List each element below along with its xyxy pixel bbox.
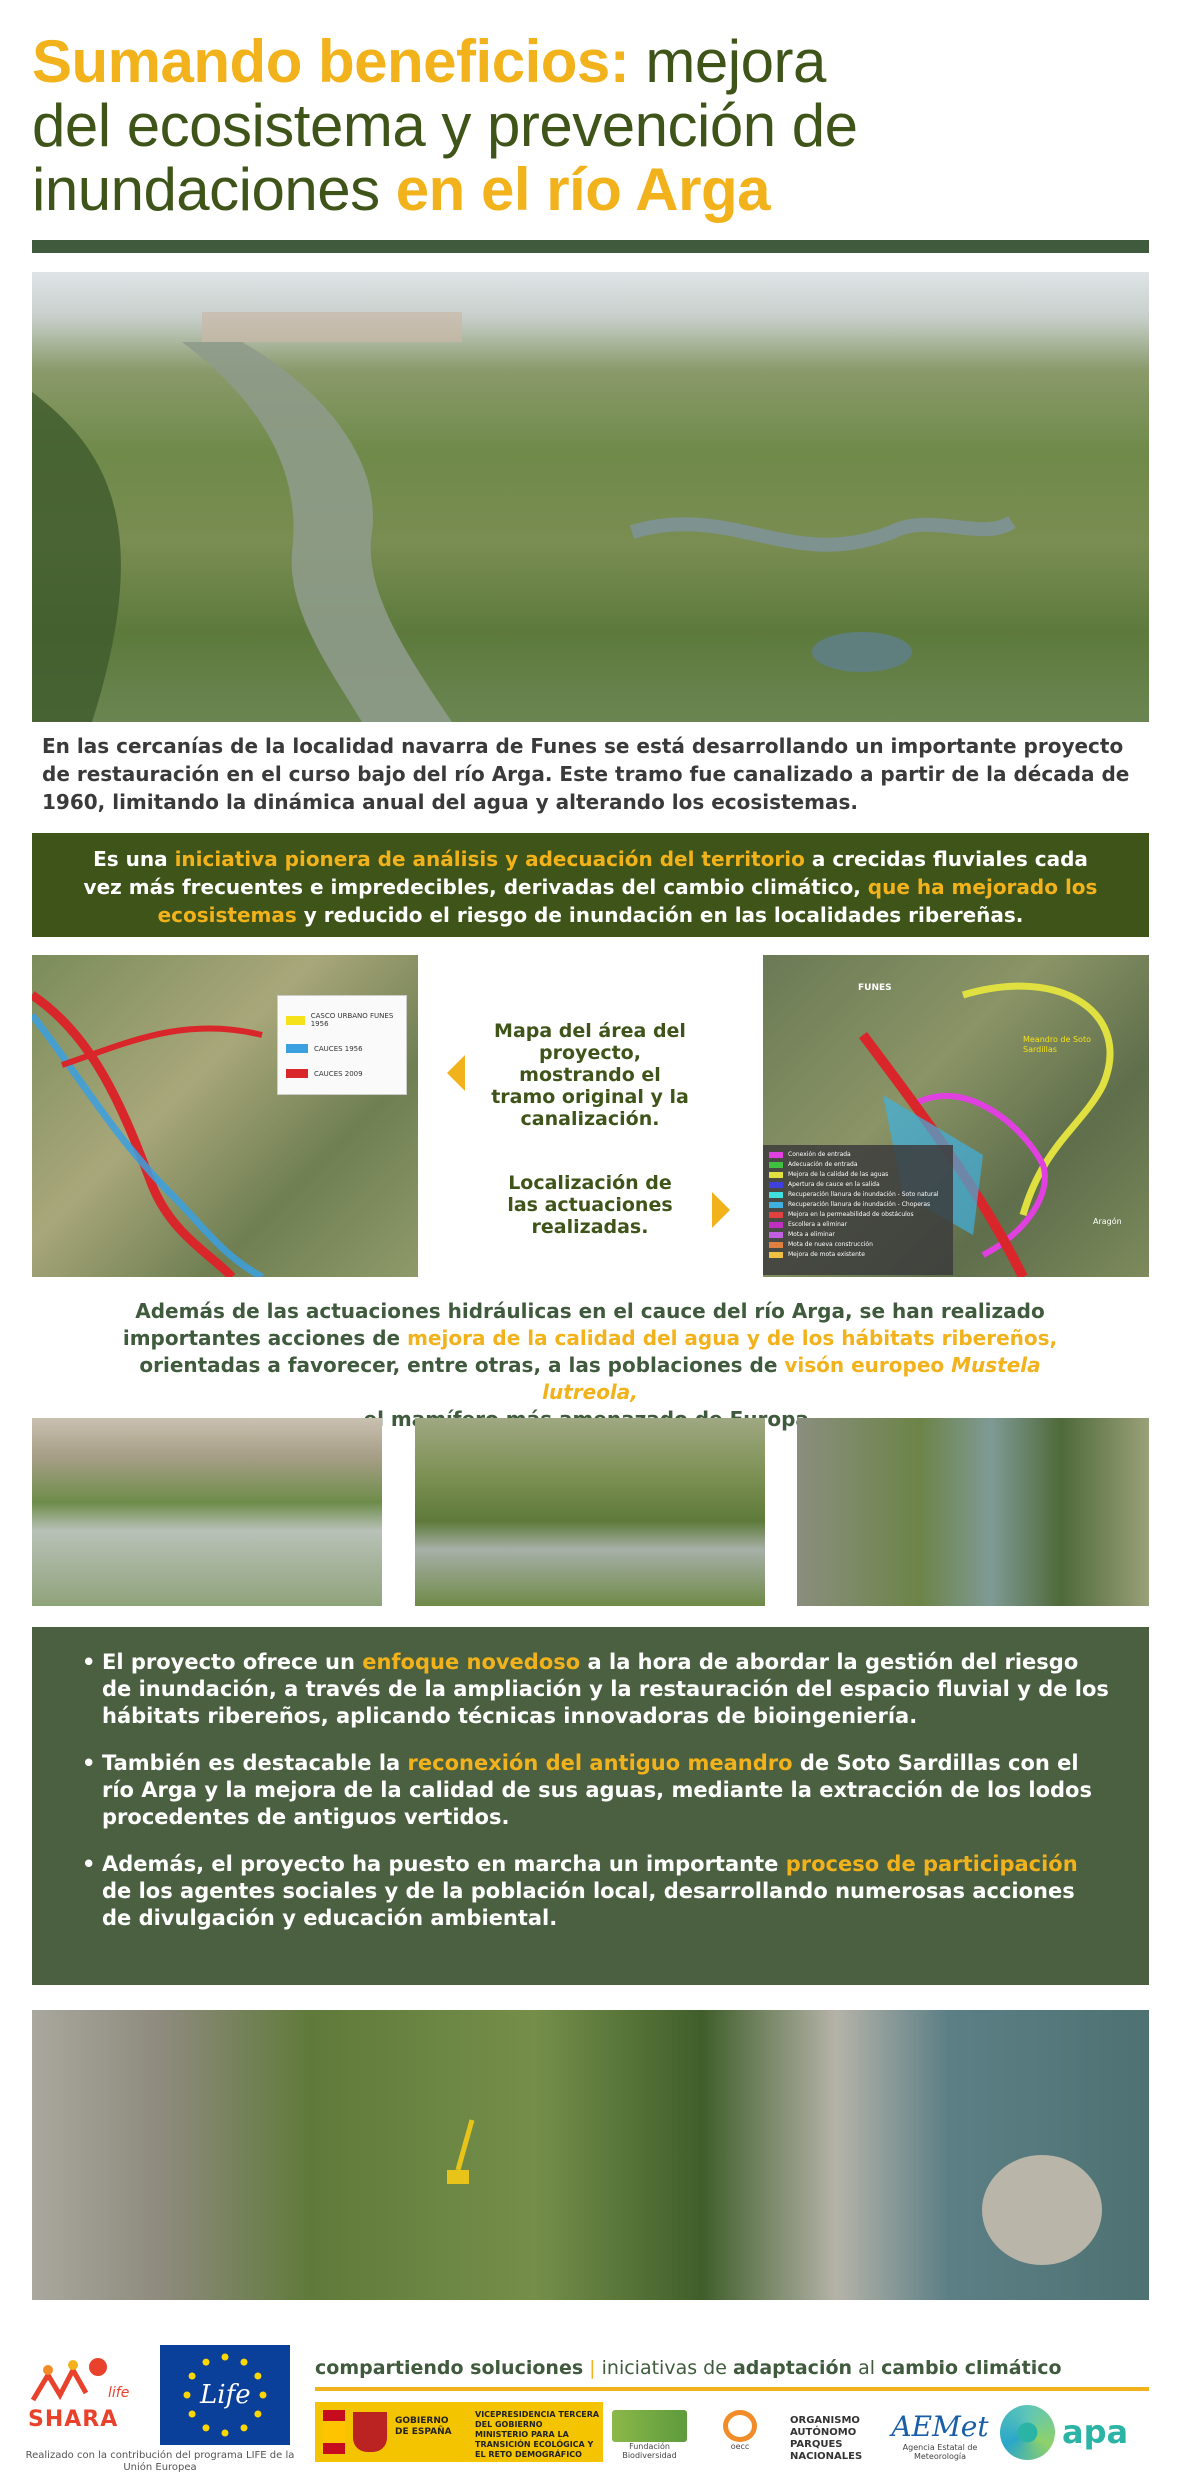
habitat-emph-2: visón europeo — [784, 1353, 952, 1377]
title-part1: Sumando beneficios: — [32, 28, 630, 95]
tagline-part2: iniciativas de — [601, 2357, 733, 2379]
habitat-text-1: Además de las actuaciones hidráulicas en el cauce del río Arga, se han realizado importantes acciones de — [122, 1299, 1045, 1350]
shara-logo — [28, 2355, 148, 2445]
map2-legend-item — [769, 1251, 947, 1258]
key-point-emph: proceso de participación — [785, 1852, 1078, 1876]
habitat-species: Mustela lutreola, — [542, 1353, 1041, 1404]
highlight-box — [32, 833, 1149, 937]
map1-legend-label: CASCO URBANO FUNES 1956 — [310, 1012, 394, 1028]
habitat-text-2: orientadas a favorecer, entre otras, a las poblaciones de — [139, 1353, 785, 1377]
tagline-part1: compartiendo soluciones — [315, 2357, 584, 2379]
oecc-label: oecc — [730, 2442, 750, 2451]
eu-star — [189, 2373, 196, 2380]
eu-star — [222, 2430, 229, 2437]
oecc-logo — [700, 2410, 780, 2465]
key-point-item — [82, 1649, 1109, 1730]
river-photo-3 — [797, 1418, 1149, 1606]
government-label: GOBIERNO DE ESPAÑA — [395, 2416, 452, 2437]
tagline-part5: cambio climático — [881, 2357, 1062, 2379]
title-part2: mejora — [629, 28, 826, 95]
habitat-paragraph — [110, 1298, 1070, 1433]
map2-legend-label: Recuperación llanura de inundación - Choperas — [788, 1201, 931, 1208]
habitat-emph-1: mejora de la calidad del agua y de los hábitats ribereños, — [407, 1326, 1058, 1350]
map2-legend-label: Mejora en la permeabilidad de obstáculos — [788, 1211, 914, 1218]
eu-life-logo — [160, 2345, 290, 2445]
map2-legend-label: Recuperación llanura de inundación - Soto natural — [788, 1191, 939, 1198]
key-point-text: También es destacable la — [102, 1751, 408, 1775]
habitat-text-3: Europa. — [729, 1407, 817, 1431]
biodiversidad-icon — [612, 2410, 687, 2442]
title-part4: inundaciones — [32, 156, 396, 223]
map2-legend-label: Mota a eliminar — [788, 1231, 835, 1238]
map2-meander-label: Meandro de Soto Sardillas — [1023, 1035, 1091, 1054]
map2-legend-item — [769, 1211, 947, 1218]
hero-aerial-photo — [32, 272, 1149, 722]
legend-swatch — [769, 1182, 783, 1188]
map2-legend-item — [769, 1241, 947, 1248]
shara-life-label: life — [108, 2385, 130, 2401]
map2-legend-item — [769, 1171, 947, 1178]
map2-legend-label: Apertura de cauce en la salida — [788, 1181, 880, 1188]
fundacion-biodiversidad-logo — [612, 2410, 687, 2465]
legend-swatch — [769, 1232, 783, 1238]
eu-star — [254, 2373, 261, 2380]
excavator-illustration — [32, 2010, 1149, 2300]
fundacion-biodiversidad-label: Fundación Biodiversidad — [622, 2442, 677, 2460]
map2-legend-item — [769, 1231, 947, 1238]
map2-legend-item — [769, 1151, 947, 1158]
arrow-right-icon — [712, 1192, 730, 1228]
actions-location-map — [763, 955, 1149, 1277]
aemet-label: AEMet — [891, 2410, 989, 2443]
title-part3: del ecosistema y prevención de — [32, 92, 858, 159]
legend-swatch — [769, 1222, 783, 1228]
map2-legend-item — [769, 1201, 947, 1208]
map2-legend-label: Adecuación de entrada — [788, 1161, 858, 1168]
legend-swatch — [769, 1192, 783, 1198]
eu-star — [260, 2392, 267, 2399]
map2-legend-label: Mejora de mota existente — [788, 1251, 865, 1258]
aemet-sub-label: Agencia Estatal de Meteorología — [902, 2443, 978, 2461]
title-part5: en el río Arga — [395, 156, 771, 223]
eu-star — [254, 2411, 261, 2418]
aerial-works-photo — [32, 2010, 1149, 2300]
tagline-part3: adaptación — [732, 2357, 853, 2379]
intro-paragraph: En las cercanías de la localidad navarra de Funes se está desarrollando un importante proyecto de restauración en el curso bajo del río Arga. Este tramo fue canalizado a partir de la década de 1960, limitando la dinámica anual del agua y alterando los ecosistemas. — [42, 734, 1130, 814]
key-point-text: Además, el proyecto ha puesto en marcha un importante — [102, 1852, 786, 1876]
legend-swatch — [769, 1162, 783, 1168]
map2-legend-label: Conexión de entrada — [788, 1151, 851, 1158]
map1-legend-label: CAUCES 1956 — [314, 1044, 363, 1053]
eu-star — [241, 2424, 248, 2431]
map2-legend-label: Escollera a eliminar — [788, 1221, 848, 1228]
map1-caption: Mapa del área del proyecto, mostrando el tramo original y la canalización. — [491, 1020, 689, 1130]
apa-dots-icon — [1000, 2405, 1055, 2460]
oecc-icon — [723, 2410, 757, 2442]
title-divider — [32, 240, 1149, 253]
map2-town-label: FUNES — [858, 983, 892, 993]
key-point-item — [82, 1750, 1109, 1831]
footer-tagline — [315, 2357, 1149, 2379]
legend-swatch — [769, 1252, 783, 1258]
eu-star — [203, 2424, 210, 2431]
eu-star — [203, 2359, 210, 2366]
map2-legend-label: Mota de nueva construcción — [788, 1241, 873, 1248]
eu-star — [184, 2392, 191, 2399]
tagline-part4: al — [852, 2357, 882, 2379]
key-point-emph: reconexión del antiguo meandro — [407, 1751, 793, 1775]
aemet-logo — [885, 2410, 995, 2465]
key-point-text: de los agentes sociales y de la población local, desarrollando numerosas acciones de divulgación y educación ambiental. — [102, 1879, 1075, 1930]
legend-swatch — [769, 1242, 783, 1248]
key-points-box — [32, 1627, 1149, 1985]
highlight-text-3: y reducido el riesgo de inundación en las localidades ribereñas. — [296, 903, 1024, 927]
eu-star — [189, 2411, 196, 2418]
eu-life-label: Life — [200, 2380, 251, 2410]
map2-caption: Localización de las actuaciones realizadas. — [507, 1172, 673, 1238]
legend-swatch — [769, 1152, 783, 1158]
project-area-map — [32, 955, 418, 1277]
map1-legend — [277, 995, 407, 1095]
highlight-emph-2: que ha mejorado los ecosistemas — [157, 875, 1098, 927]
key-point-text: de Soto Sardillas con el río Arga y la mejora de la calidad de sus aguas, mediante la extracción de los lodos procedentes de antiguos vertidos. — [102, 1751, 1092, 1829]
apa-logo — [1000, 2405, 1150, 2465]
tagline-separator: | — [583, 2357, 602, 2379]
map1-legend-item — [286, 1069, 398, 1078]
legend-swatch — [769, 1172, 783, 1178]
key-point-text: El proyecto ofrece un — [102, 1650, 363, 1674]
map2-legend-item — [769, 1221, 947, 1228]
arrow-left-icon — [447, 1055, 465, 1091]
map1-legend-item — [286, 1044, 398, 1053]
hero-river-illustration — [32, 272, 1149, 722]
river-photo-2 — [415, 1418, 765, 1606]
footer-divider — [315, 2387, 1149, 2391]
eu-star — [222, 2354, 229, 2361]
map1-legend-item — [286, 1012, 398, 1028]
eu-star — [241, 2359, 248, 2366]
highlight-emph-1: iniciativa pionera de análisis y adecuación del territorio — [174, 847, 805, 871]
ministry-label: VICEPRESIDENCIA TERCERA DEL GOBIERNO MINISTERIO PARA LA TRANSICIÓN ECOLÓGICA Y EL RETO DEMOGRÁFICO — [475, 2410, 600, 2459]
river-photo-1 — [32, 1418, 382, 1606]
spain-government-logo — [315, 2402, 603, 2462]
shara-figures-icon — [28, 2355, 118, 2410]
map2-legend-item — [769, 1181, 947, 1188]
legend-swatch — [769, 1212, 783, 1218]
apa-label: apa — [1062, 2413, 1129, 2451]
key-point-text: a la hora de abordar la gestión del riesgo de inundación, a través de la ampliación y la restauración del espacio fluvial y de los hábitats ribereños, aplicando técnicas innovadoras de bioingeniería. — [102, 1650, 1109, 1728]
key-point-emph: enfoque novedoso — [362, 1650, 581, 1674]
map2-river-label: Aragón — [1093, 1217, 1122, 1226]
map2-legend-item — [769, 1191, 947, 1198]
highlight-text-1: Es una — [93, 847, 175, 871]
legend-swatch — [769, 1202, 783, 1208]
key-point-item — [82, 1851, 1109, 1932]
map2-legend-item — [769, 1161, 947, 1168]
map1-legend-label: CAUCES 2009 — [314, 1069, 363, 1078]
key-points-list — [82, 1649, 1109, 1932]
map2-legend-label: Mejora de la calidad de las aguas — [788, 1171, 889, 1178]
eu-contribution-note: Realizado con la contribución del programa LIFE de la Unión Europea — [25, 2450, 295, 2473]
spain-flag-icon — [323, 2410, 345, 2454]
spain-shield-icon — [353, 2412, 387, 2452]
page-title — [32, 30, 1152, 222]
shara-label: SHARA — [28, 2407, 119, 2432]
oapn-logo: ORGANISMO AUTÓNOMO PARQUES NACIONALES — [790, 2415, 863, 2462]
map2-legend — [763, 1145, 953, 1275]
highlight-text-2: a crecidas fluviales cada vez más frecuentes e impredecibles, derivadas del cambio climático, — [83, 847, 1088, 899]
